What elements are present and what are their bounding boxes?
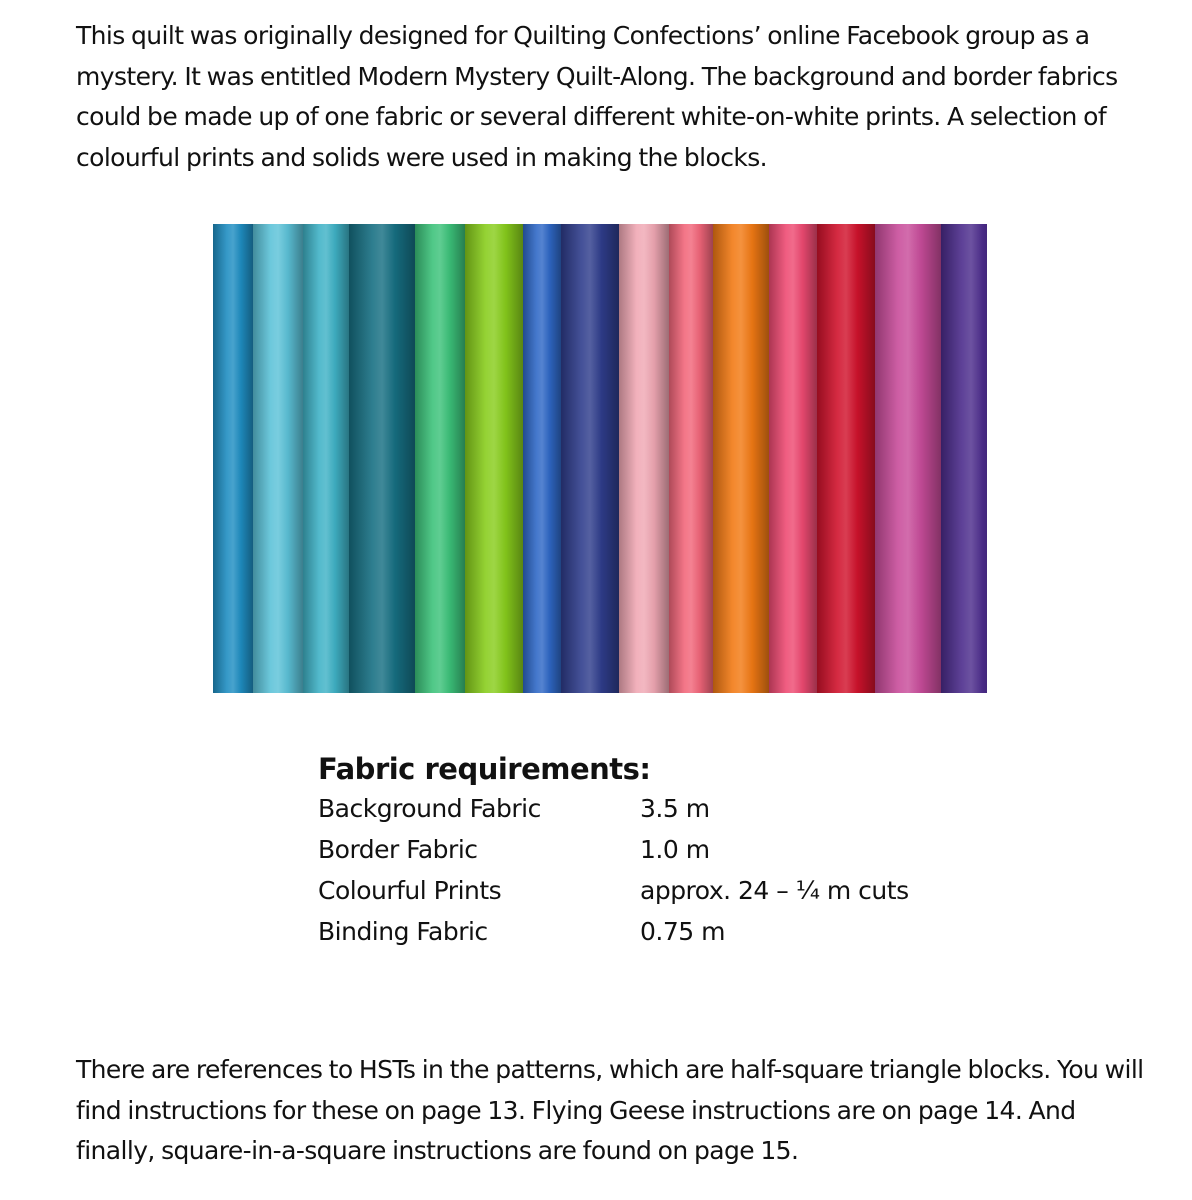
fabric-row bbox=[318, 794, 938, 835]
fabric-roll-lime-green-solid bbox=[465, 224, 523, 693]
intro-paragraph: This quilt was originally designed for Quilting Confections’ online Facebook group as a mystery. It was entitled Modern Mystery Quilt-Along. The background and border fabrics could be made up of one fabric or several different white-on-white prints. A selection of colourful prints and solids were used in making the blocks. bbox=[76, 21, 1118, 172]
fabric-roll-orange-solid bbox=[713, 224, 769, 693]
fabric-name: Binding Fabric bbox=[318, 917, 488, 946]
fabric-roll-teal-solid bbox=[349, 224, 415, 693]
fabric-roll-green-patchwork-print bbox=[415, 224, 465, 693]
fabric-roll-coral-pink-print bbox=[769, 224, 817, 693]
fabric-amount: approx. 24 – ¼ m cuts bbox=[640, 876, 909, 905]
fabric-roll-aqua-floral-print bbox=[253, 224, 303, 693]
fabric-name: Border Fabric bbox=[318, 835, 478, 864]
fabric-amount: 0.75 m bbox=[640, 917, 725, 946]
fabric-amount: 1.0 m bbox=[640, 835, 710, 864]
fabric-name: Background Fabric bbox=[318, 794, 541, 823]
fabric-rolls-photo bbox=[213, 224, 987, 693]
fabric-roll-pink-orange-floral-print bbox=[669, 224, 713, 693]
fabric-row bbox=[318, 876, 938, 917]
fabric-roll-blue-patchwork-print bbox=[523, 224, 561, 693]
fabric-roll-blue-solid bbox=[213, 224, 253, 693]
fabric-roll-pink-floral-print bbox=[619, 224, 669, 693]
fabric-row bbox=[318, 835, 938, 876]
fabric-roll-magenta-patchwork-print bbox=[875, 224, 941, 693]
outro-paragraph: There are references to HSTs in the patterns, which are half-square triangle blocks. You will find instructions for these on page 13. Flying Geese instructions are on page 14. And finally, square-in-a-square instructions are found on page 15. bbox=[76, 1055, 1144, 1165]
fabric-amount: 3.5 m bbox=[640, 794, 710, 823]
fabric-name: Colourful Prints bbox=[318, 876, 502, 905]
fabric-requirements-heading: Fabric requirements: bbox=[318, 752, 651, 786]
fabric-roll-purple-solid bbox=[941, 224, 987, 693]
fabric-roll-navy-blue-solid bbox=[561, 224, 619, 693]
fabric-requirements bbox=[318, 752, 938, 958]
fabric-roll-red-solid bbox=[817, 224, 875, 693]
fabric-roll-turquoise-watercolor-print bbox=[303, 224, 349, 693]
fabric-row bbox=[318, 917, 938, 958]
